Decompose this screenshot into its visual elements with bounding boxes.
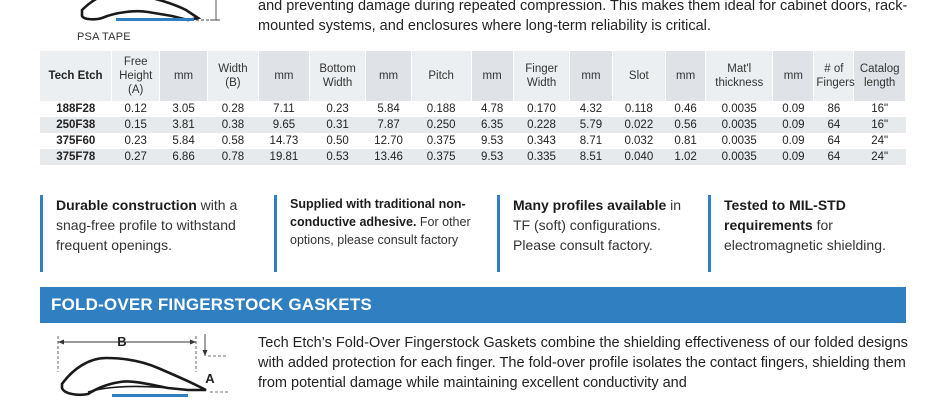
table-row (40, 149, 906, 165)
psa-tape-label: PSA TAPE (77, 31, 131, 43)
col-header: mm (259, 51, 309, 101)
col-header: mm (471, 51, 513, 101)
table-cell: 0.032 (612, 133, 666, 149)
table-cell: 0.31 (309, 117, 366, 133)
table-cell: 0.56 (666, 117, 706, 133)
fold-over-description: Tech Etch’s Fold-Over Fingerstock Gaskets combine the shielding effectiveness of our folded designs with added protection for each finger. The fold-over profile isolates the contact fingers, shielding them from potential damage while maintaining excellent conductivity and (258, 335, 908, 391)
table-cell: 0.022 (612, 117, 666, 133)
table-cell: 0.343 (513, 133, 570, 149)
dim-b-label: B (117, 334, 127, 349)
table-cell: 7.11 (259, 101, 309, 117)
section-banner (40, 287, 906, 323)
table-cell: 0.23 (309, 101, 366, 117)
col-header: Free Height (A) (112, 51, 160, 101)
table-cell: 6.35 (471, 117, 513, 133)
table-cell: 0.09 (773, 117, 814, 133)
table-row (40, 101, 906, 117)
col-header: mm (366, 51, 411, 101)
table-cell: 0.0035 (706, 149, 773, 165)
feature-text: For other options, please consult factory (290, 215, 471, 247)
table-cell: 8.51 (570, 149, 612, 165)
table-cell: 4.32 (570, 101, 612, 117)
table-cell: 9.53 (471, 149, 513, 165)
table-cell: 0.15 (112, 117, 160, 133)
table-cell: 0.0035 (706, 133, 773, 149)
table-cell: 64 (814, 133, 854, 149)
feature-durable-construction (40, 195, 272, 272)
feature-bold-text: Tested to MIL-STD requirements (724, 197, 846, 233)
table-header-row (40, 51, 906, 101)
table-cell: 14.73 (259, 133, 309, 149)
table-row (40, 117, 906, 133)
col-header: Mat'l thickness (706, 51, 773, 101)
table-cell: 4.78 (471, 101, 513, 117)
feature-bold-text: Many profiles available (513, 197, 667, 213)
part-number-cell: 375F78 (40, 149, 112, 165)
fold-over-gasket-diagram (48, 334, 248, 400)
section-title: FOLD-OVER FINGERSTOCK GASKETS (51, 295, 372, 314)
table-cell: 24" (854, 149, 906, 165)
table-cell: 0.09 (773, 133, 814, 149)
feature-adhesive (274, 195, 494, 272)
feature-bold-text: Durable construction (56, 197, 197, 213)
table-cell: 5.84 (160, 133, 207, 149)
table-cell: 3.81 (160, 117, 207, 133)
part-number-cell: 375F60 (40, 133, 112, 149)
col-header: mm (666, 51, 706, 101)
table-cell: 0.23 (112, 133, 160, 149)
table-cell: 5.79 (570, 117, 612, 133)
col-header: Finger Width (513, 51, 570, 101)
table-cell: 5.84 (366, 101, 411, 117)
table-cell: 1.02 (666, 149, 706, 165)
feature-mil-std (708, 195, 913, 272)
table-cell: 0.38 (207, 117, 259, 133)
table-cell: 13.46 (366, 149, 411, 165)
table-cell: 0.53 (309, 149, 366, 165)
table-cell: 7.87 (366, 117, 411, 133)
table-cell: 0.118 (612, 101, 666, 117)
col-header: mm (773, 51, 814, 101)
table-cell: 0.50 (309, 133, 366, 149)
table-cell: 16" (854, 101, 906, 117)
table-cell: 12.70 (366, 133, 411, 149)
col-header: Bottom Width (309, 51, 366, 101)
table-cell: 0.0035 (706, 117, 773, 133)
table-cell: 9.53 (471, 133, 513, 149)
dim-a-label: A (205, 371, 215, 386)
table-cell: 9.65 (259, 117, 309, 133)
table-cell: 0.250 (411, 117, 471, 133)
col-header: Width (B) (207, 51, 259, 101)
table-cell: 0.28 (207, 101, 259, 117)
table-cell: 8.71 (570, 133, 612, 149)
col-header: Pitch (411, 51, 471, 101)
col-header: mm (160, 51, 207, 101)
table-cell: 0.09 (773, 101, 814, 117)
intro-paragraph: and preventing damage during repeated compression. This makes them ideal for cabinet doors, rack-mounted systems, and enclosures where long-term reliability is critical. (258, 0, 908, 34)
table-cell: 0.335 (513, 149, 570, 165)
feature-text: in TF (soft) configurations. Please consult factory. (513, 197, 682, 253)
table-cell: 0.12 (112, 101, 160, 117)
col-header: mm (570, 51, 612, 101)
col-header: Tech Etch (40, 51, 112, 101)
gasket-profile-diagram (40, 0, 250, 30)
table-cell: 3.05 (160, 101, 207, 117)
col-header: # of Fingers (814, 51, 854, 101)
table-cell: 6.86 (160, 149, 207, 165)
table-cell: 0.09 (773, 149, 814, 165)
table-cell: 0.170 (513, 101, 570, 117)
table-cell: 0.375 (411, 133, 471, 149)
table-cell: 0.0035 (706, 101, 773, 117)
table-cell: 24" (854, 133, 906, 149)
table-cell: 0.78 (207, 149, 259, 165)
part-number-cell: 188F28 (40, 101, 112, 117)
table-cell: 0.375 (411, 149, 471, 165)
table-cell: 0.228 (513, 117, 570, 133)
table-cell: 0.58 (207, 133, 259, 149)
table-cell: 86 (814, 101, 854, 117)
col-header: Catalog length (854, 51, 906, 101)
part-number-cell: 250F38 (40, 117, 112, 133)
table-cell: 0.46 (666, 101, 706, 117)
table-cell: 0.188 (411, 101, 471, 117)
table-cell: 19.81 (259, 149, 309, 165)
table-cell: 16" (854, 117, 906, 133)
table-cell: 64 (814, 149, 854, 165)
feature-text: for electromagnetic shielding. (724, 217, 886, 253)
table-cell: 0.27 (112, 149, 160, 165)
feature-bold-text: Supplied with traditional non-conductive adhesive. (290, 197, 466, 229)
table-cell: 64 (814, 117, 854, 133)
table-cell: 0.040 (612, 149, 666, 165)
feature-text: with a snag-free profile to withstand frequent openings. (56, 197, 238, 253)
table-row (40, 133, 906, 149)
col-header: Slot (612, 51, 666, 101)
table-cell: 0.81 (666, 133, 706, 149)
spec-table (40, 51, 906, 165)
feature-profiles (497, 195, 701, 272)
